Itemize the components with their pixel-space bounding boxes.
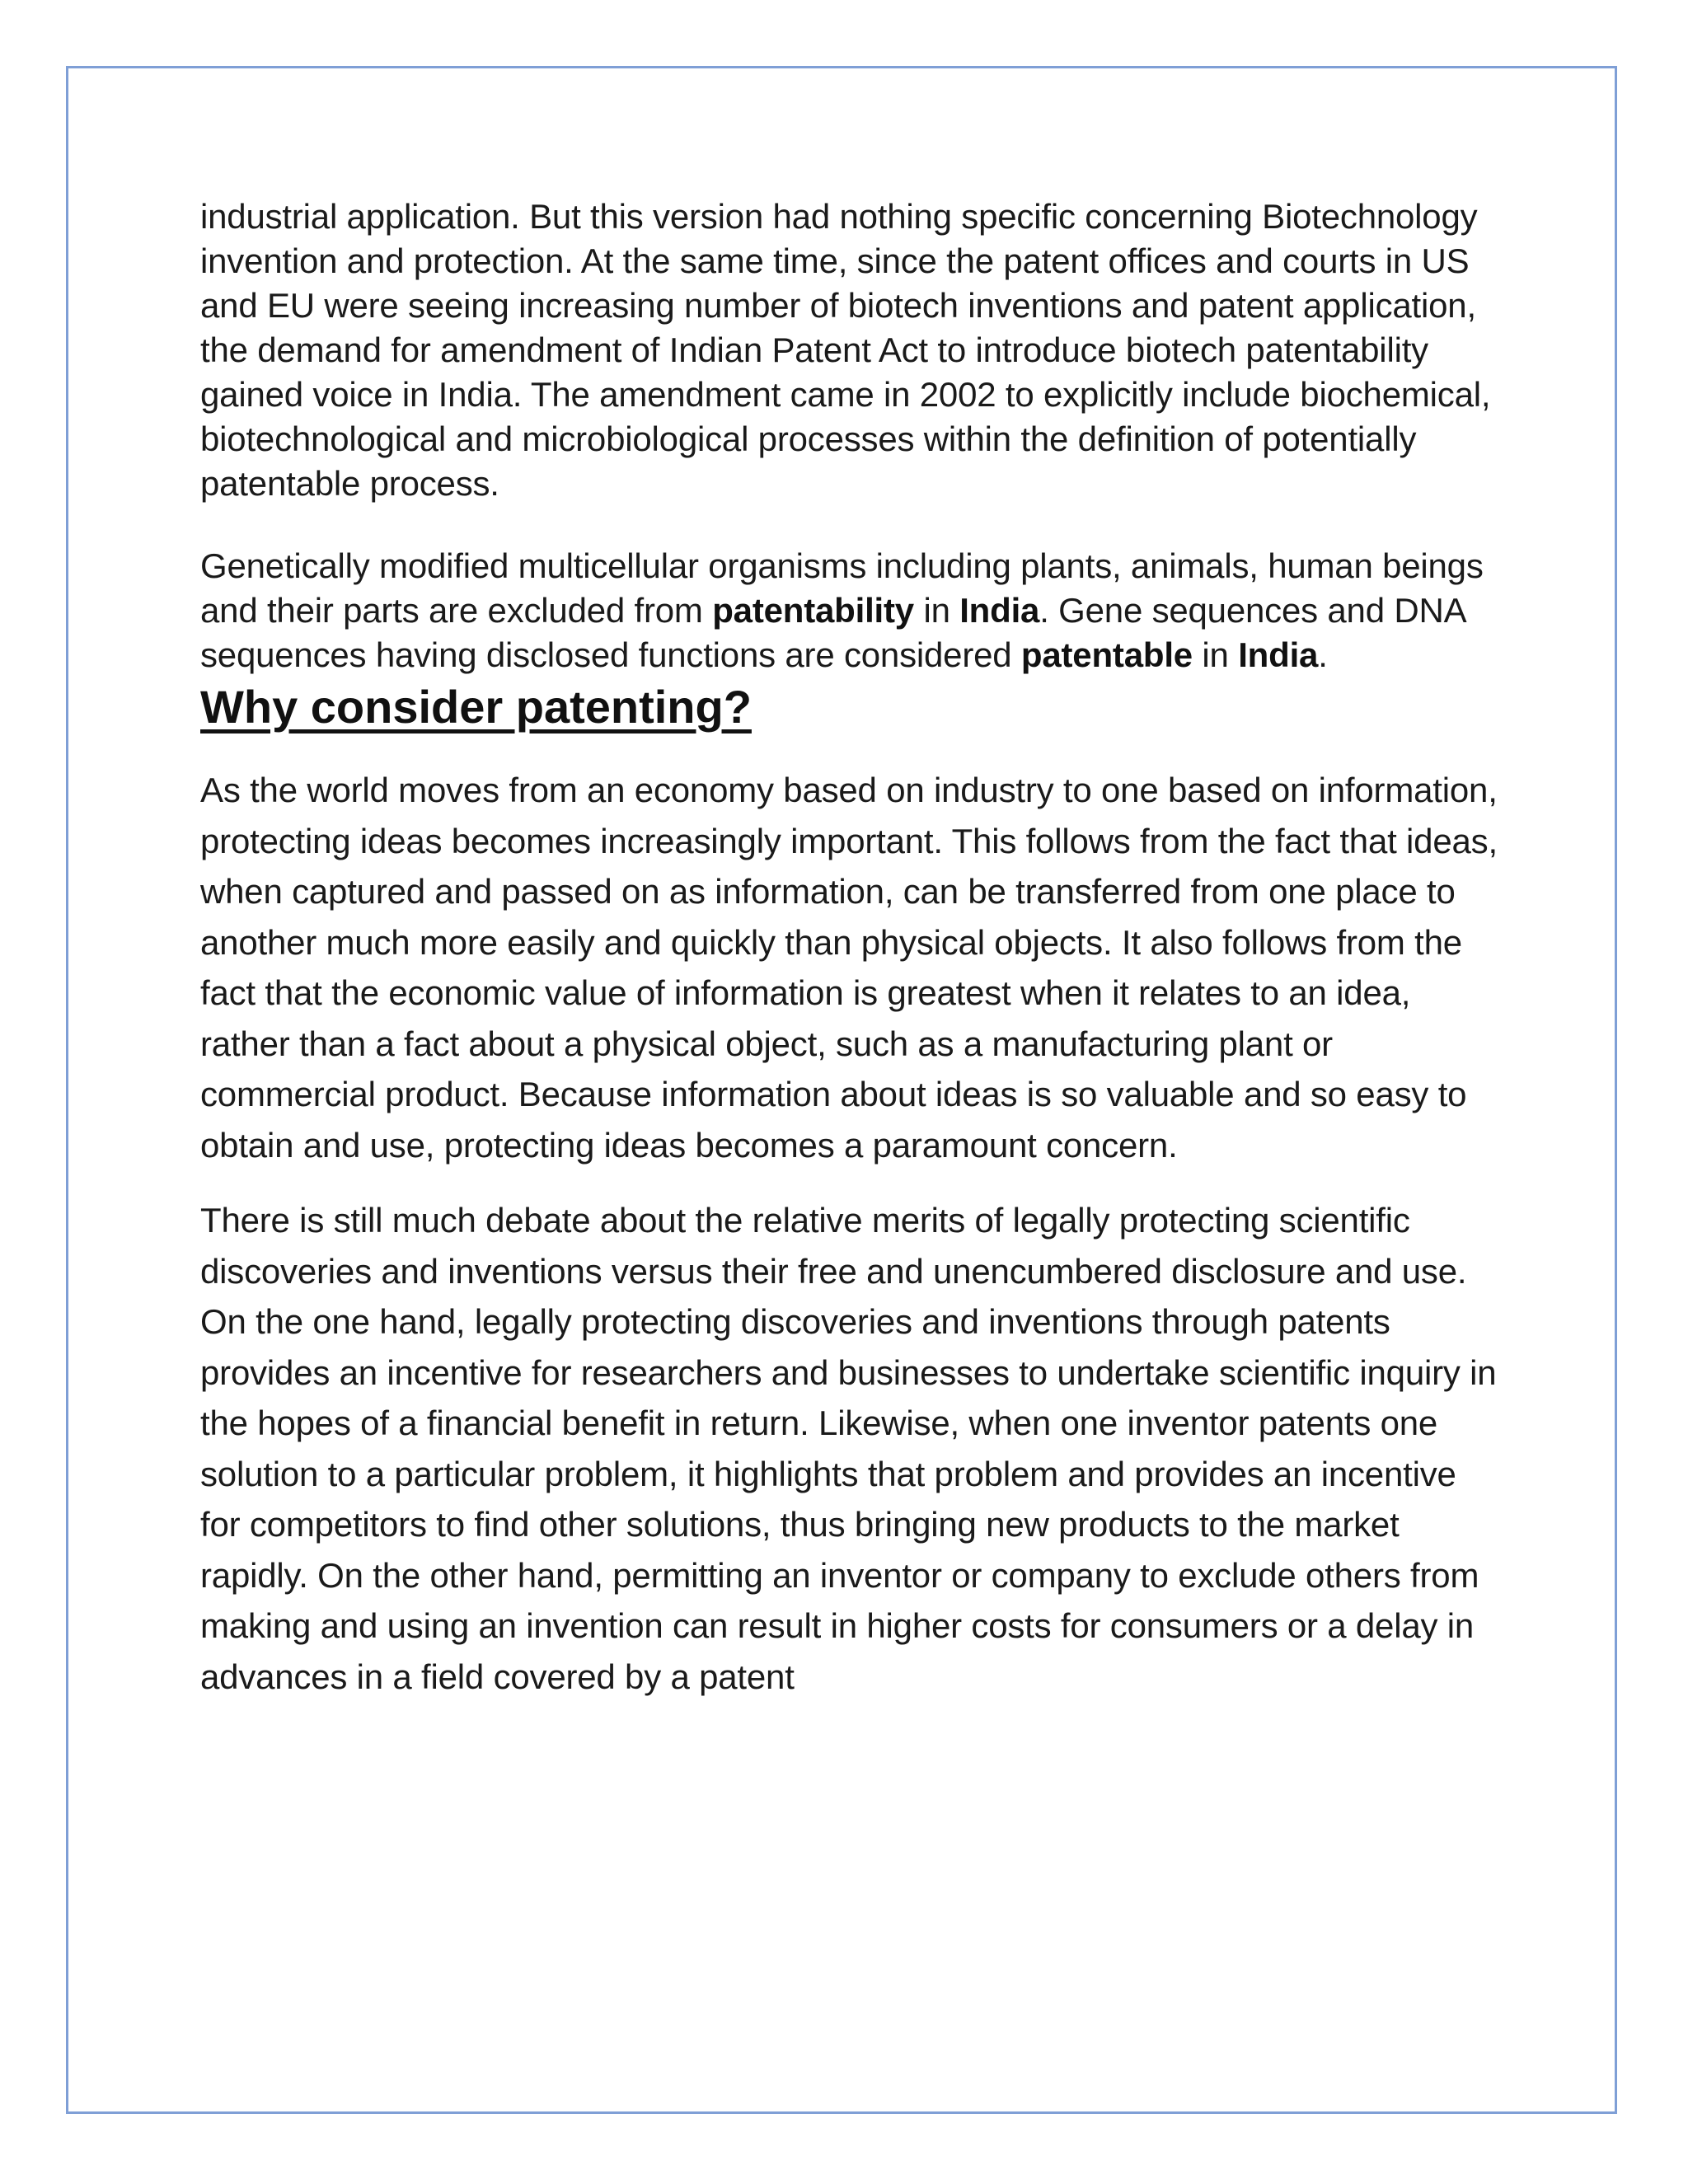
paragraph-text: . <box>1318 635 1328 674</box>
bold-term: patentable <box>1020 635 1193 674</box>
paragraph-patent-debate: There is still much debate about the relative merits of legally protecting scientific discoveries and inventions versus their free and unencumbered disclosure and use. On the one hand, legally protecting discoveries and inventions through patents provides an incentive for researchers and businesses to undertake scientific inquiry in the hopes of a financial benefit in return. Likewise, when one inventor patents one solution to a particular problem, it highlights that problem and provides an incentive for competitors to find other solutions, thus bringing new products to the market rapidly. On the other hand, permitting an inventor or company to exclude others from making and using an invention can result in higher costs for consumers or a delay in advances in a field covered by a patent <box>200 1201 1497 1696</box>
paragraph-text: . Gene sequences and DNA sequences having disclosed functions are considered <box>200 591 1465 674</box>
bold-term: India <box>959 591 1040 630</box>
paragraph-text: in <box>1192 635 1239 674</box>
paragraph-text: Genetically modified multicellular organisms including plants, animals, human beings and their parts are excluded from <box>200 546 1484 630</box>
bold-term: patentability <box>712 591 914 630</box>
paragraph-text: in <box>913 591 960 630</box>
paragraph-india-patentability <box>200 544 1503 677</box>
paragraph-protecting-ideas: As the world moves from an economy based on industry to one based on information, protecting ideas becomes increasingly important. This follows from the fact that ideas, when captured and passed on as information, can be transferred from one place to another much more easily and quickly than physical objects. It also follows from the fact that the economic value of information is greatest when it relates to an idea, rather than a fact about a physical object, such as a manufacturing plant or commercial product. Because information about ideas is so valuable and so easy to obtain and use, protecting ideas becomes a paramount concern. <box>200 771 1498 1165</box>
paragraph-patent-act-amendment: industrial application. But this version had nothing specific concerning Biotechnology invention and protection. At the same time, since the patent offices and courts in US and EU were seeing increasing number of biotech inventions and patent application, the demand for amendment of Indian Patent Act to introduce biotech patentability gained voice in India. The amendment came in 2002 to explicitly include biochemical, biotechnological and microbiological processes within the definition of potentially patentable process. <box>200 197 1491 503</box>
bold-term: India <box>1238 635 1319 674</box>
section-heading: Why consider patenting? <box>200 681 752 733</box>
document-body <box>200 194 1503 1702</box>
